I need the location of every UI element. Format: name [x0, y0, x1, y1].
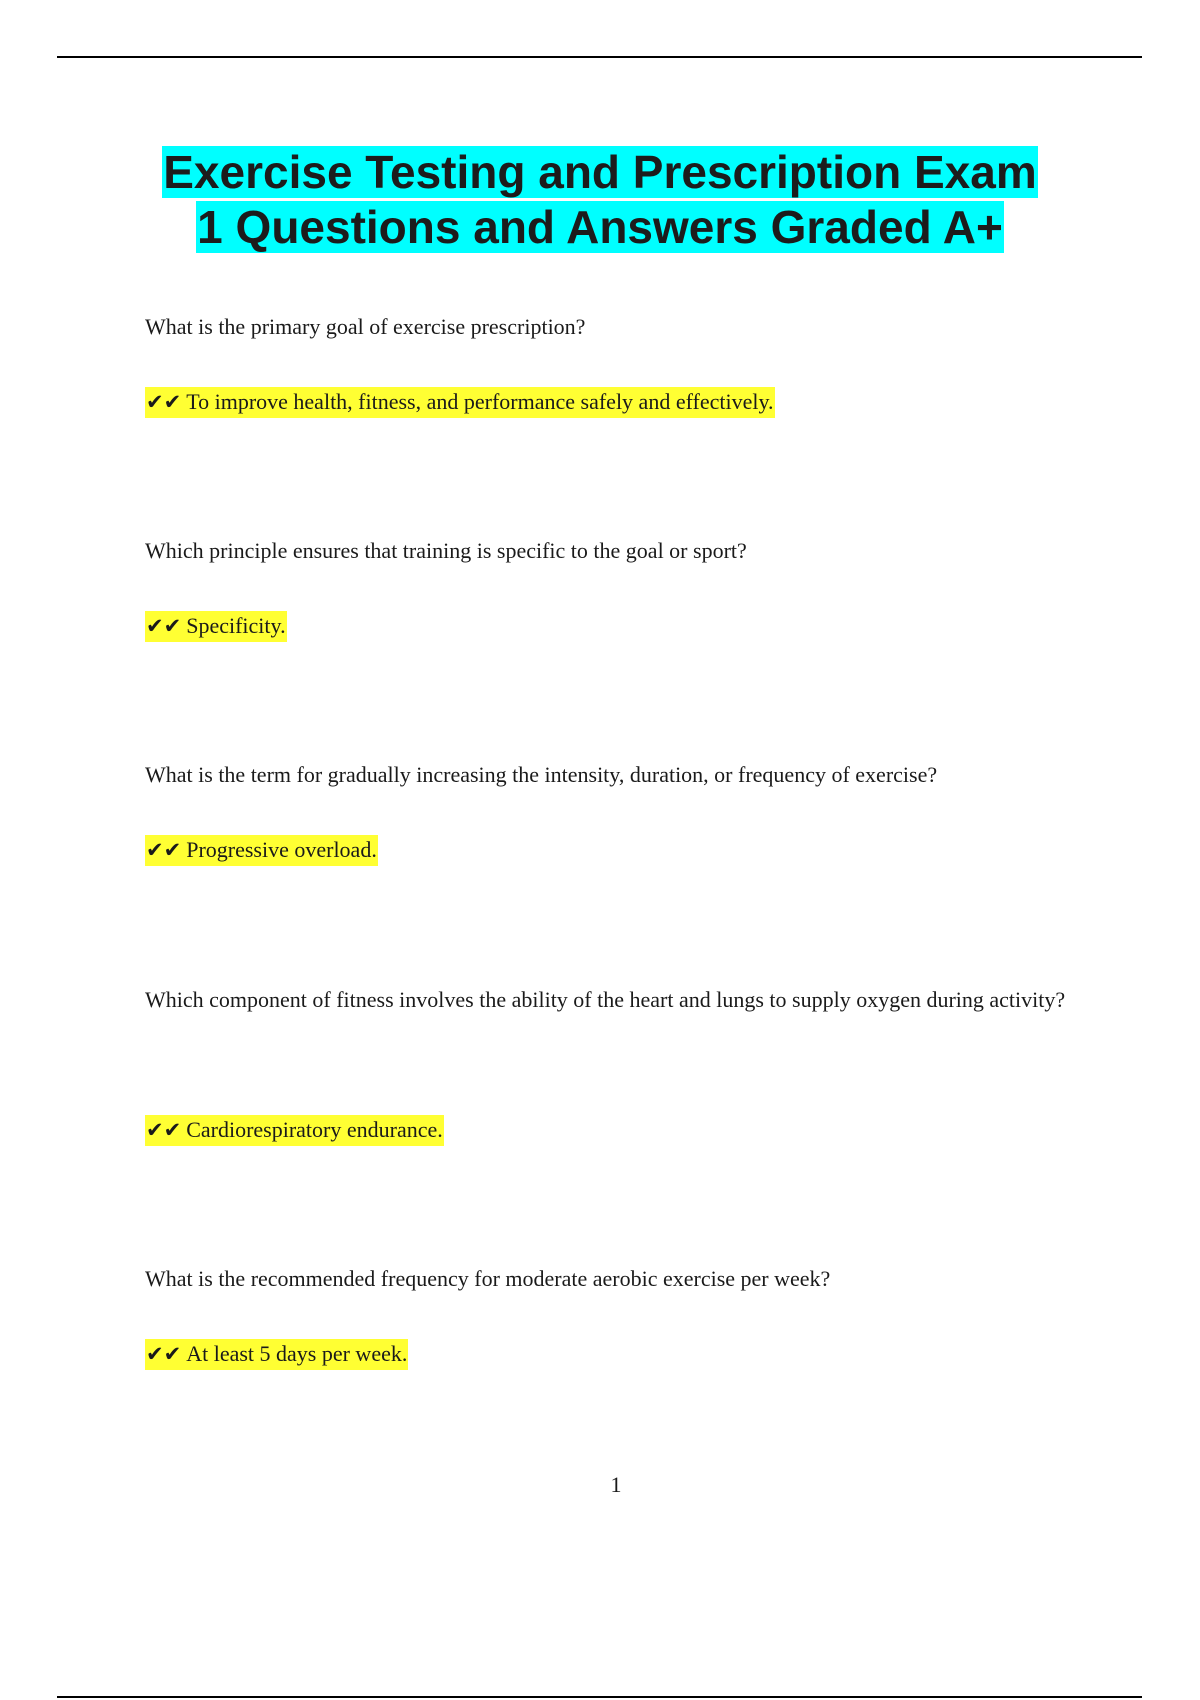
footer-rule: [57, 1696, 1142, 1698]
answer-text: At least 5 days per week.: [186, 1341, 408, 1366]
answer-2: [145, 611, 287, 641]
check-icon: ✔✔: [146, 1342, 182, 1366]
question-1: What is the primary goal of exercise prescription?: [145, 314, 586, 339]
answer-5: [145, 1339, 408, 1369]
question-4: Which component of fitness involves the ability of the heart and lungs to supply oxygen during activity?: [145, 987, 1066, 1012]
title-line-2: 1 Questions and Answers Graded A+: [197, 201, 1003, 253]
question-2: Which principle ensures that training is specific to the goal or sport?: [145, 538, 747, 563]
answer-text: Cardiorespiratory endurance.: [186, 1117, 443, 1142]
check-icon: ✔✔: [146, 838, 182, 862]
question-3: What is the term for gradually increasing the intensity, duration, or frequency of exercise?: [145, 762, 938, 787]
document-title: [0, 145, 1200, 255]
check-icon: ✔✔: [146, 614, 182, 638]
page-number: 1: [610, 1472, 622, 1497]
title-line-1: Exercise Testing and Prescription Exam: [163, 146, 1037, 198]
answer-highlight: [145, 1339, 408, 1370]
answer-4: [145, 1115, 444, 1145]
answer-highlight: [145, 835, 378, 866]
answer-text: Progressive overload.: [186, 837, 377, 862]
header-rule: [57, 56, 1142, 58]
answer-1: [145, 387, 775, 417]
answer-highlight: [145, 1115, 444, 1146]
check-icon: ✔✔: [146, 1118, 182, 1142]
answer-text: Specificity.: [186, 613, 286, 638]
check-icon: ✔✔: [146, 390, 182, 414]
question-5: What is the recommended frequency for moderate aerobic exercise per week?: [145, 1266, 831, 1291]
answer-3: [145, 835, 378, 865]
answer-highlight: [145, 611, 287, 642]
answer-text: To improve health, fitness, and performance safely and effectively.: [186, 389, 774, 414]
answer-highlight: [145, 387, 775, 418]
